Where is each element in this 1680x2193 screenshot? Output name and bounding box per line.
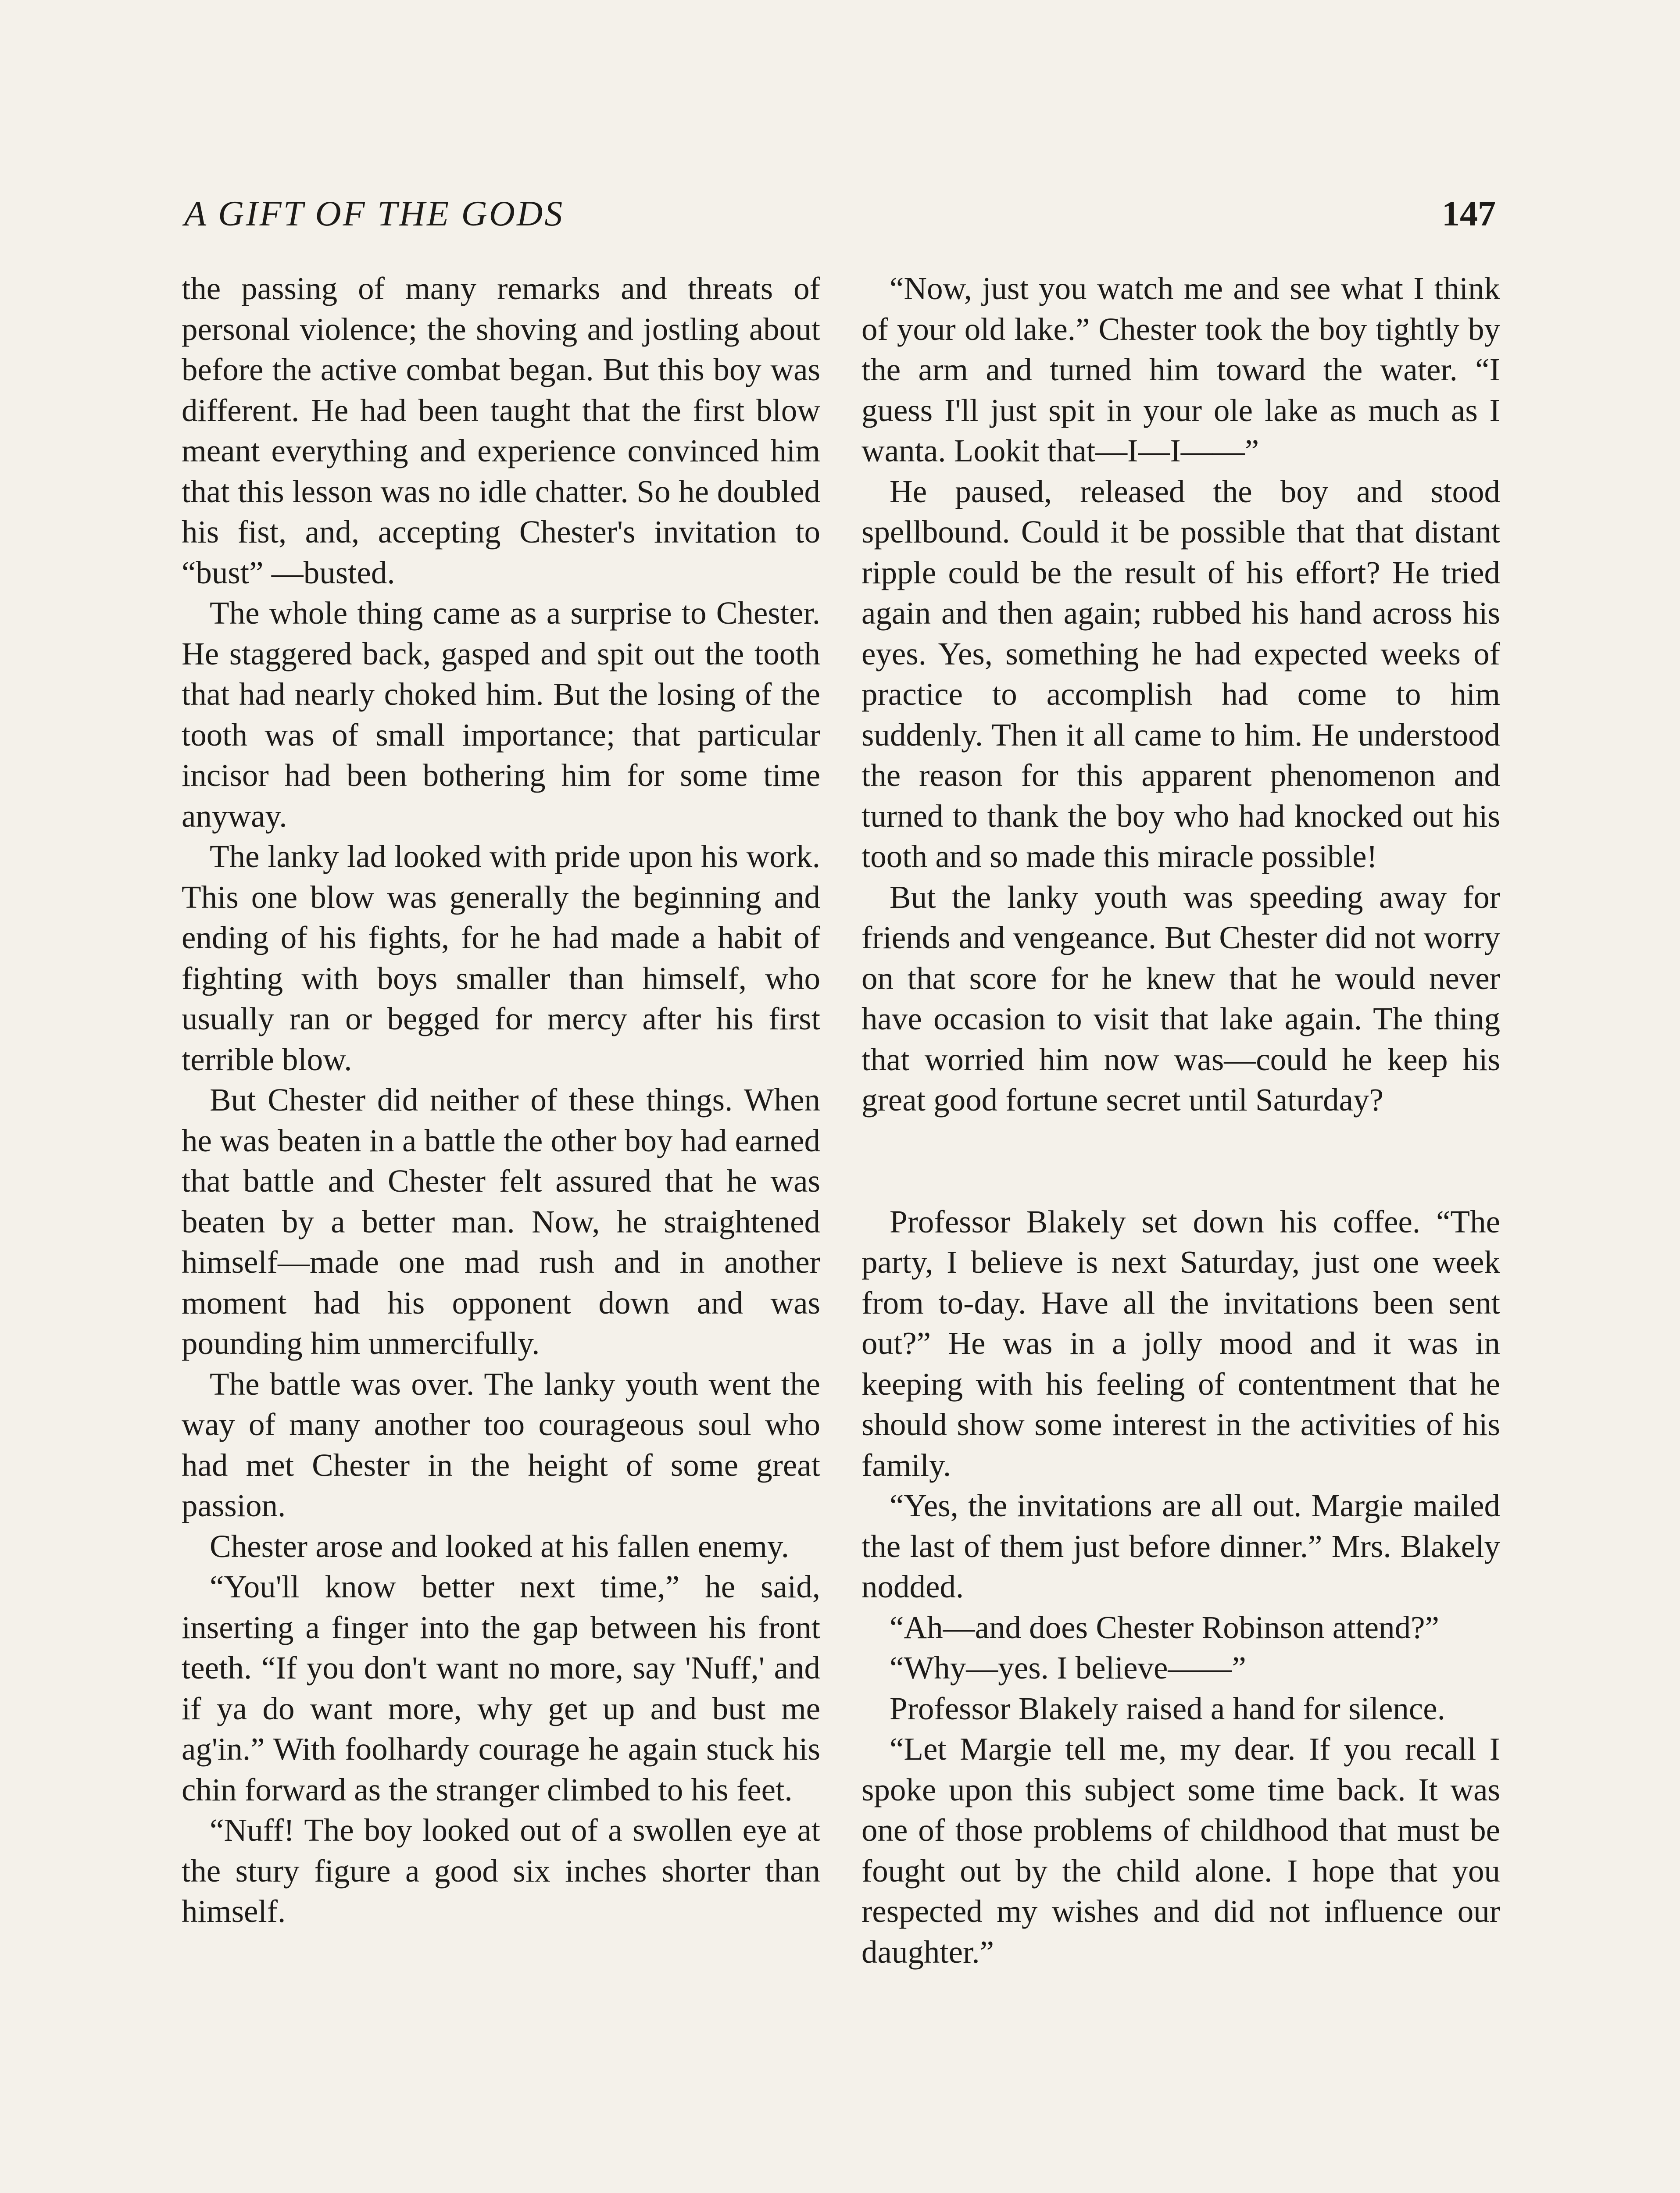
section-break [861,1121,1500,1202]
paragraph: He paused, released the boy and stood spellbound. Could it be possible that that distant ripple could be the result of his effort? He tried again and then again; rubbed his hand across his eyes. Yes, something he had expected weeks of practice to accomplish had come to him suddenly. Then it all came to him. He understood the reason for this apparent phenomenon and turned to thank the boy who had knocked out his tooth and so made this miracle possible! [861,473,1500,874]
paragraph: The whole thing came as a surprise to Chester. He staggered back, gasped and spit out the tooth that had nearly choked him. But the losing of the tooth was of small importance; that particular incisor had been bothering him for some time anyway. [182,595,820,834]
paragraph: Professor Blakely set down his coffee. “The party, I believe is next Saturday, just one week from to-day. Have all the invitations been sent out?” He was in a jolly mood and it was in keeping with his feeling of contentment that he should show some interest in the activities of his family. [861,1204,1500,1483]
paragraph: The lanky lad looked with pride upon his work. This one blow was generally the beginning and ending of his fights, for he had made a habit of fighting with boys smaller than himself, who usually ran or begged for mercy after his first terrible blow. [182,839,820,1077]
paragraph: “Why—yes. I believe——” [890,1650,1246,1686]
left-column [182,268,820,1932]
running-title: A GIFT OF THE GODS [184,193,565,233]
paragraph: “Nuff! The boy looked out of a swollen eye at the stury figure a good six inches shorter than himself. [182,1812,820,1929]
paragraph: the passing of many remarks and threats of personal violence; the shoving and jostling about before the active combat began. But this boy was different. He had been taught that the first blow meant everything and experience convinced him that this lesson was no idle chatter. So he doubled his fist, and, accepting Chester's invitation to “bust” —busted. [182,271,820,590]
paragraph: “Let Margie tell me, my dear. If you recall I spoke upon this subject some time back. It was one of those problems of childhood that must be fought out by the child alone. I hope that you respected my wishes and did not influence our daughter.” [861,1731,1500,1970]
right-column [861,268,1500,1972]
paragraph: “Ah—and does Chester Robinson attend?” [890,1609,1439,1645]
page-number: 147 [1442,193,1496,233]
paragraph: But Chester did neither of these things. When he was beaten in a battle the other boy had earned that battle and Chester felt assured that he was beaten by a better man. Now, he straightened himself—made one mad rush and in another moment had his opponent down and was pounding him unmercifully. [182,1082,820,1361]
paragraph: “You'll know better next time,” he said, inserting a finger into the gap between his front teeth. “If you don't want no more, say 'Nuff,' and if ya do want more, why get up and bust me ag'in.” With foolhardy courage he again stuck his chin forward as the stranger climbed to his feet. [182,1569,820,1807]
paragraph: The battle was over. The lanky youth went the way of many another too courageous soul who had met Chester in the height of some great passion. [182,1366,820,1523]
paragraph: But the lanky youth was speeding away for friends and vengeance. But Chester did not worry on that score for he knew that he would never have occasion to visit that lake again. The thing that worried him now was—could he keep his great good fortune secret until Saturday? [861,879,1500,1118]
paragraph: Chester arose and looked at his fallen enemy. [210,1528,789,1564]
paragraph: “Yes, the invitations are all out. Margie mailed the last of them just before dinner.” Mrs. Blakely nodded. [861,1488,1500,1604]
running-head [184,193,1496,241]
paragraph: “Now, just you watch me and see what I think of your old lake.” Chester took the boy tightly by the arm and turned him toward the water. “I guess I'll just spit in your ole lake as much as I wanta. Lookit that—I—I——” [861,271,1500,468]
paragraph: Professor Blakely raised a hand for silence. [890,1690,1445,1726]
